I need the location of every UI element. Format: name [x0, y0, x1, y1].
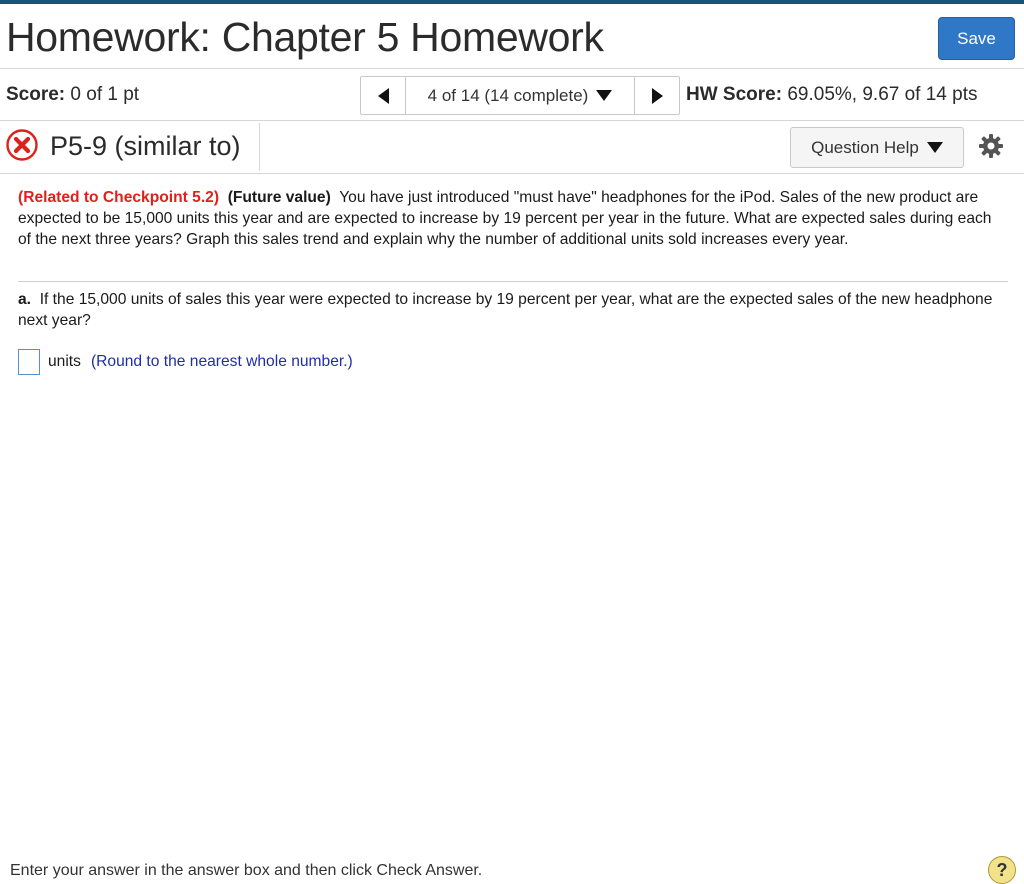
arrow-left-icon — [378, 88, 389, 104]
question-selector-dropdown[interactable] — [406, 77, 634, 114]
page-header — [0, 4, 1024, 68]
answer-input[interactable] — [18, 349, 40, 375]
score-display — [6, 84, 139, 106]
part-a-label: a. — [18, 291, 32, 308]
question-title: P5-9 (similar to) — [50, 131, 241, 161]
related-checkpoint: (Related to Checkpoint 5.2) — [18, 189, 220, 206]
previous-question-button[interactable] — [361, 77, 406, 114]
score-value: 0 of 1 pt — [70, 84, 140, 105]
units-label: units — [48, 353, 81, 370]
gear-icon[interactable] — [978, 133, 1004, 159]
help-icon[interactable]: ? — [988, 856, 1016, 884]
part-a-text: If the 15,000 units of sales this year were expected to increase by 19 percent per year, what are the expected sales of the new headphone next year? — [18, 291, 993, 329]
answer-row — [18, 347, 353, 377]
divider — [259, 123, 260, 171]
part-a — [18, 289, 1008, 331]
divider — [18, 281, 1008, 282]
question-status-text: 4 of 14 (14 complete) — [427, 85, 589, 105]
hw-score-display — [686, 84, 978, 106]
question-navigator — [360, 76, 680, 115]
divider — [0, 173, 1024, 174]
caret-down-icon — [927, 142, 943, 153]
question-help-label: Question Help — [811, 137, 919, 157]
question-prompt — [18, 187, 1008, 250]
hw-score-label: HW Score: — [686, 84, 783, 105]
incorrect-x-icon — [6, 129, 38, 161]
save-button[interactable]: Save — [938, 17, 1015, 60]
topic-label: (Future value) — [227, 189, 331, 206]
arrow-right-icon — [652, 88, 663, 104]
prompt-text: You have just introduced "must have" headphones for the iPod. Sales of the new product are expected to be 15,000 units this year and are expected to increase by 19 percent per year in the future. What are expected sales during each of the next three years? Graph this sales trend and explain why the number of additional units sold increases every year. — [18, 189, 992, 248]
question-help-button[interactable] — [790, 127, 964, 168]
rounding-hint: (Round to the nearest whole number.) — [90, 353, 353, 370]
question-header — [0, 121, 1024, 173]
caret-down-icon — [596, 90, 612, 101]
next-question-button[interactable] — [634, 77, 679, 114]
divider — [0, 68, 1024, 69]
hw-score-value: 69.05%, 9.67 of 14 pts — [787, 84, 978, 105]
score-label: Score: — [6, 84, 66, 105]
footer-instruction: Enter your answer in the answer box and then click Check Answer. — [10, 862, 483, 879]
page-title: Homework: Chapter 5 Homework — [6, 14, 604, 60]
